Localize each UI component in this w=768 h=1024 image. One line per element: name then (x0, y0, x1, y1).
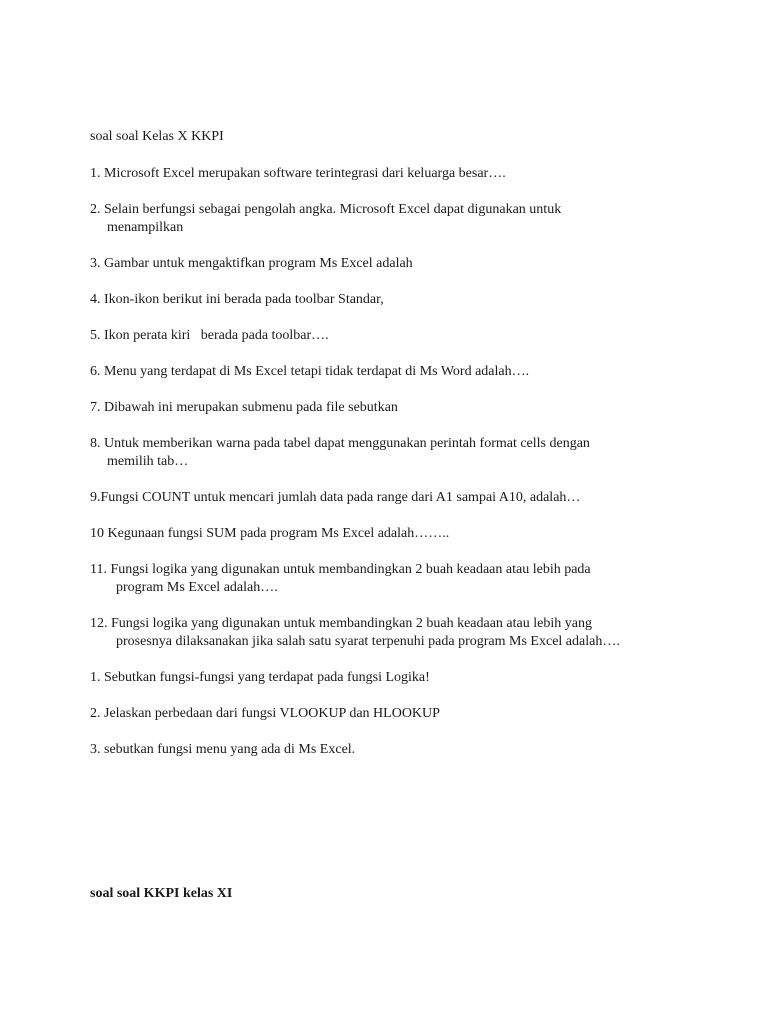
question-text-continued: program Ms Excel adalah…. (116, 580, 278, 595)
question-item-8 (90, 435, 710, 471)
essay-item-3: 3. sebutkan fungsi menu yang ada di Ms Excel. (90, 742, 356, 757)
question-text: 11. Fungsi logika yang digunakan untuk membandingkan 2 buah keadaan atau lebih pada (90, 562, 591, 577)
question-item-6 (90, 363, 710, 381)
question-text-continued: menampilkan (107, 220, 184, 235)
question-text: 9.Fungsi COUNT untuk mencari jumlah data pada range dari A1 sampai A10, adalah… (90, 490, 581, 505)
question-text: 4. Ikon-ikon berikut ini berada pada toolbar Standar, (90, 292, 384, 307)
question-item-7 (90, 399, 710, 417)
question-text: 2. Selain berfungsi sebagai pengolah angka. Microsoft Excel dapat digunakan untuk (90, 202, 562, 217)
question-item-10 (90, 525, 710, 543)
question-item-9 (90, 489, 710, 507)
question-item-12 (90, 615, 710, 651)
essay-item-1: 1. Sebutkan fungsi-fungsi yang terdapat pada fungsi Logika! (90, 670, 430, 685)
question-item-5 (90, 327, 710, 345)
question-text-continued: prosesnya dilaksanakan jika salah satu syarat terpenuhi pada program Ms Excel adalah…. (116, 634, 620, 649)
essay-item-2: 2. Jelaskan perbedaan dari fungsi VLOOKUP dan HLOOKUP (90, 706, 440, 721)
question-text: 8. Untuk memberikan warna pada tabel dapat menggunakan perintah format cells dengan (90, 436, 590, 451)
document-body (90, 128, 710, 777)
question-item-2 (90, 201, 710, 237)
question-text: 10 Kegunaan fungsi SUM pada program Ms Excel adalah…….. (90, 526, 450, 541)
question-text: 12. Fungsi logika yang digunakan untuk membandingkan 2 buah keadaan atau lebih yang (90, 616, 592, 631)
document-title: soal soal Kelas X KKPI (90, 129, 224, 144)
section-heading: soal soal KKPI kelas XI (90, 886, 233, 901)
question-text: 1. Microsoft Excel merupakan software terintegrasi dari keluarga besar…. (90, 166, 506, 181)
question-text: 5. Ikon perata kiri berada pada toolbar…. (90, 328, 329, 343)
question-item-4 (90, 291, 710, 309)
question-text-continued: memilih tab… (107, 454, 189, 469)
question-item-1 (90, 165, 710, 183)
question-item-11 (90, 561, 710, 597)
question-text: 3. Gambar untuk mengaktifkan program Ms Excel adalah (90, 256, 413, 271)
question-item-3 (90, 255, 710, 273)
question-text: 7. Dibawah ini merupakan submenu pada file sebutkan (90, 400, 398, 415)
question-text: 6. Menu yang terdapat di Ms Excel tetapi tidak terdapat di Ms Word adalah…. (90, 364, 530, 379)
